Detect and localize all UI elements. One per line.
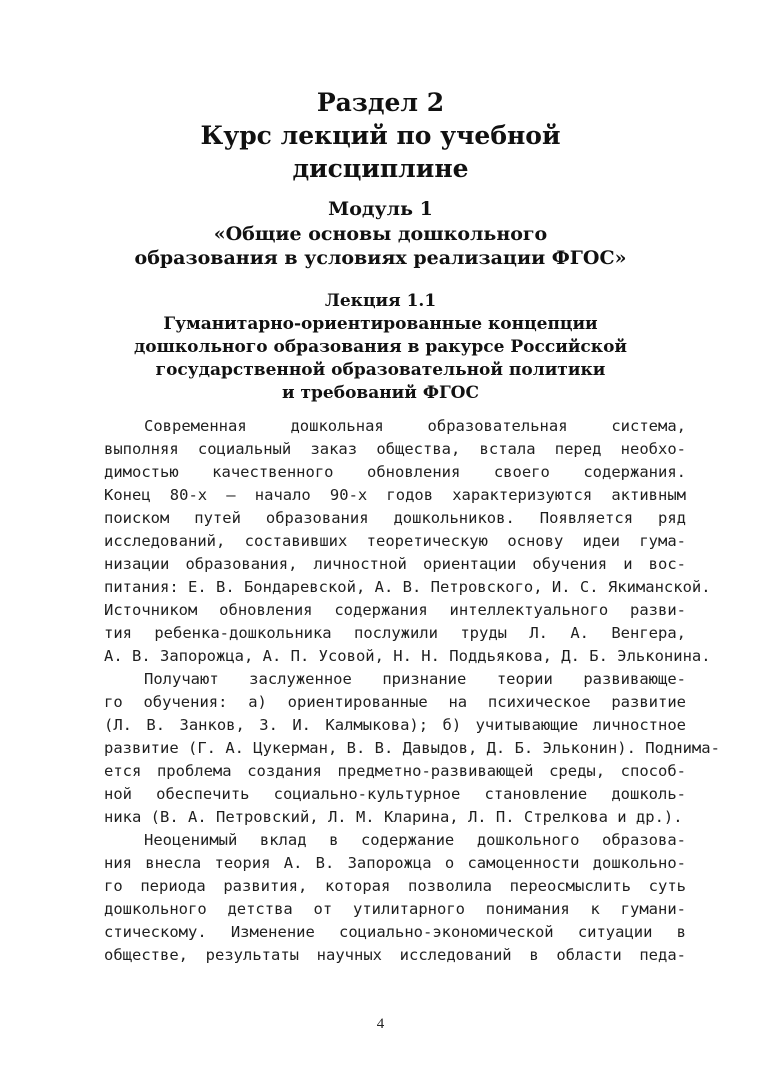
lecture-title-line: государственной образовательной политики — [155, 360, 606, 380]
paragraph-line: ется проблема создания предметно-развивающей среды, способ- — [104, 762, 686, 780]
section-title-line: дисциплине — [292, 154, 469, 183]
paragraph-line: ния внесла теория А. В. Запорожца о самоценности дошкольно- — [104, 854, 686, 872]
paragraph-line: го обучения: а) ориентированные на психическое развитие — [104, 693, 686, 711]
lecture-number: Лекция 1.1 — [324, 291, 437, 311]
paragraph-line: ника (В. А. Петровский, Л. М. Кларина, Л. П. Стрелкова и др.). — [104, 808, 683, 826]
module-number: Модуль 1 — [328, 198, 433, 220]
lecture-title-line: Гуманитарно-ориентированные концепции — [163, 314, 598, 334]
paragraph-line: исследований, составивших теоретическую основу идеи гума- — [104, 532, 686, 550]
paragraph-line: выполняя социальный заказ общества, встала перед необхо- — [104, 440, 686, 458]
paragraph-line: поиском путей образования дошкольников. Появляется ряд — [104, 509, 686, 527]
paragraph-line: Источником обновления содержания интеллектуального разви- — [104, 601, 686, 619]
section-title-line: Курс лекций по учебной — [200, 121, 561, 150]
paragraph — [104, 668, 720, 829]
module-title-line: «Общие основы дошкольного — [213, 222, 548, 245]
paragraph — [104, 829, 686, 967]
lecture-title — [0, 290, 761, 405]
paragraph-line: развитие (Г. А. Цукерман, В. В. Давыдов, Д. Б. Эльконин). Поднима- — [104, 739, 720, 757]
module-title-line: образования в условиях реализации ФГОС» — [134, 247, 627, 269]
paragraph-line: тия ребенка-дошкольника послужили труды Л. А. Венгера, — [104, 624, 686, 642]
paragraph-line: Неоценимый вклад в содержание дошкольного образова- — [144, 831, 686, 849]
page-number: 4 — [376, 1016, 385, 1032]
module-title — [0, 197, 761, 271]
paragraph-line: А. В. Запорожца, А. П. Усовой, Н. Н. Поддьякова, Д. Б. Эльконина. — [104, 647, 711, 665]
paragraph-line: дошкольного детства от утилитарного понимания к гумани- — [104, 900, 686, 918]
paragraph-line: низации образования, личностной ориентации обучения и вос- — [104, 555, 686, 573]
paragraph-line: ной обеспечить социально-культурное становление дошколь- — [104, 785, 686, 803]
paragraph-line: питания: Е. В. Бондаревской, А. В. Петровского, И. С. Якиманской. — [104, 578, 711, 596]
body-text — [104, 415, 720, 967]
lecture-title-line: и требований ФГОС — [281, 383, 480, 403]
section-title — [0, 86, 761, 185]
paragraph-line: го периода развития, которая позволила переосмыслить суть — [104, 877, 686, 895]
paragraph-line: Получают заслуженное признание теории развивающе- — [144, 670, 686, 688]
lecture-title-line: дошкольного образования в ракурсе Российской — [133, 337, 628, 357]
paragraph-line: димостью качественного обновления своего содержания. — [104, 463, 686, 481]
paragraph — [104, 415, 711, 668]
paragraph-line: Конец 80-х — начало 90-х годов характеризуются активным — [104, 486, 686, 504]
section-number: Раздел 2 — [316, 88, 445, 117]
paragraph-line: стическому. Изменение социально-экономической ситуации в — [104, 923, 686, 941]
paragraph-line: Современная дошкольная образовательная система, — [144, 417, 686, 435]
paragraph-line: (Л. В. Занков, З. И. Калмыкова); б) учитывающие личностное — [104, 716, 686, 734]
paragraph-line: обществе, результаты научных исследований в области педа- — [104, 946, 686, 964]
